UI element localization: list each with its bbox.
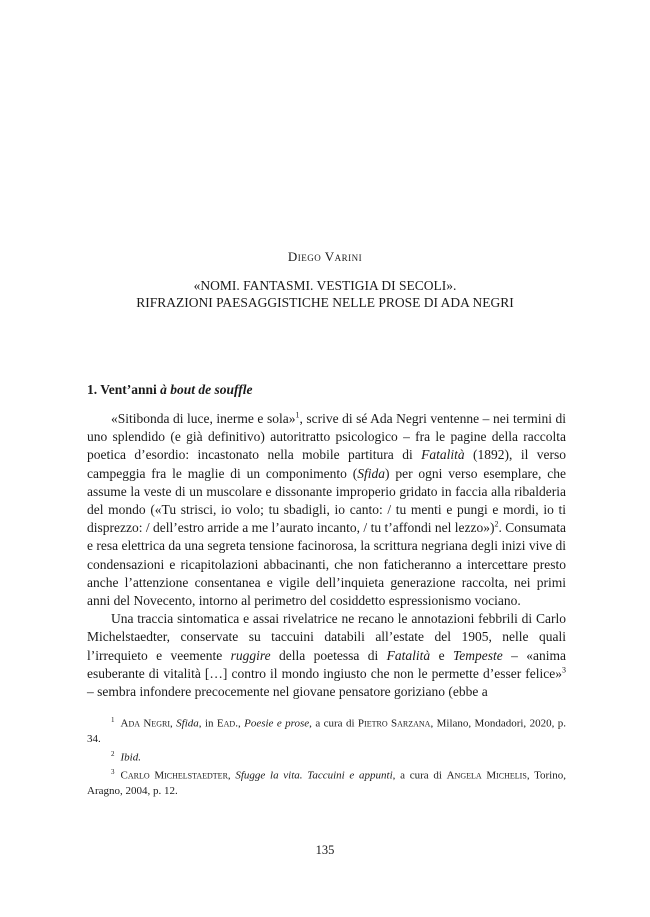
- italic-run: Fatalità: [386, 647, 431, 663]
- footnote-number: 3: [111, 768, 115, 777]
- note-book: Sfugge la vita. Taccuini e appunti: [235, 769, 393, 782]
- text-run: , scrive di sé Ada Negri ventenne – nei termini di uno splendido (e già definitivo) autoritratto psicologico – fra le pagine della raccolta poetica d’esordio: incastonato nella mobile partitura di: [87, 411, 566, 463]
- text-run: , a cura di: [309, 717, 358, 730]
- text-run: , a cura di: [392, 769, 447, 782]
- footnotes: [87, 713, 566, 799]
- text-run: ) per ogni verso esemplare, che assume la veste di un muscolare e dissonante improperio gridato in faccia alla ribalderia del mondo («Tu strisci, io volo; tu sbadigli, io canto: / tu menti e pungi e mordi, io ti disprezzo: / dell’estro arride a me l’aurato incanto, / tu t’affondi nel lezzo»): [87, 465, 566, 536]
- footnote-ref-3[interactable]: 3: [562, 665, 566, 675]
- text-run: «Sitibonda di luce, inerme e sola»: [111, 411, 296, 426]
- note-work: Sfida: [176, 717, 199, 730]
- article-title: [0, 277, 650, 311]
- text-run: , in: [198, 717, 217, 730]
- footnote-number: 2: [111, 749, 115, 758]
- footnote-2: [87, 747, 566, 766]
- footnote-ref-1[interactable]: 1: [295, 410, 300, 420]
- note-author: Ada Negri: [120, 717, 171, 730]
- note-author: Carlo Michelstaedter: [120, 769, 228, 782]
- text-run: – «anima esuberante di vitalità […] contro il mondo ingiusto che non le permette d’esser felice»: [87, 647, 566, 681]
- text-run: ,: [237, 717, 245, 730]
- note-ead: Ead.: [216, 717, 238, 730]
- author-name: Diego Varini: [287, 249, 363, 264]
- footnote-ref-2[interactable]: 2: [494, 519, 499, 529]
- italic-run: Tempeste: [452, 647, 503, 663]
- italic-run: Sfida: [357, 465, 386, 481]
- note-editor: Angela Michelis: [446, 769, 527, 782]
- section-title-italic: à bout de souffle: [160, 382, 253, 397]
- paragraph-2: [87, 610, 566, 701]
- text-run: – sembra infondere precocemente nel giovane pensatore goriziano (ebbe a: [87, 684, 488, 700]
- section-number: 1. Vent’anni: [87, 382, 161, 397]
- title-line-1: «NOMI. FANTASMI. VESTIGIA DI SECOLI».: [193, 278, 457, 293]
- note-editor: Pietro Sarzana: [357, 717, 431, 730]
- note-ibid: Ibid.: [120, 751, 141, 764]
- footnote-1: [87, 713, 566, 747]
- text-run: (1892), il verso campeggia fra le maglie di un componimento (: [87, 447, 567, 481]
- text-run: ,: [170, 717, 177, 730]
- italic-run: ruggire: [230, 647, 271, 663]
- text-run: della poetessa di: [270, 647, 387, 663]
- body-text: [87, 410, 566, 701]
- text-run: , Torino, Aragno, 2004, p. 12.: [87, 769, 566, 797]
- section-heading: [87, 382, 253, 398]
- text-run: . Consumata e resa elettrica da una segreta tensione facinorosa, la scrittura negriana degli inizi vive di condensazioni e ricapitolazioni abbacinanti, che non faticheranno a intercettare presto anche l’attenzione consentanea e vigile dell’inquieta generazione raccolta, nei primi anni del Novecento, intorno al perimetro del cosiddetto espressionismo vociano.: [87, 520, 566, 609]
- footnote-number: 1: [111, 716, 115, 724]
- footnote-3: [87, 765, 566, 799]
- text-run: e: [430, 647, 453, 663]
- note-book: Poesie e prose: [244, 717, 310, 730]
- text-run: Una traccia sintomatica e assai rivelatrice ne recano le annotazioni febbrili di Carlo Michelstaedter, conservate su taccuini databili all’estate del 1905, nelle quali l’irrequieto e veemente: [87, 611, 566, 663]
- text-run: , Milano, Mondadori, 2020, p. 34.: [87, 717, 566, 745]
- italic-run: Fatalità: [421, 447, 465, 463]
- page-number: 135: [315, 843, 335, 857]
- paragraph-1: [87, 410, 566, 610]
- text-run: ,: [227, 769, 236, 782]
- title-line-2: RIFRAZIONI PAESAGGISTICHE NELLE PROSE DI ADA NEGRI: [136, 295, 514, 310]
